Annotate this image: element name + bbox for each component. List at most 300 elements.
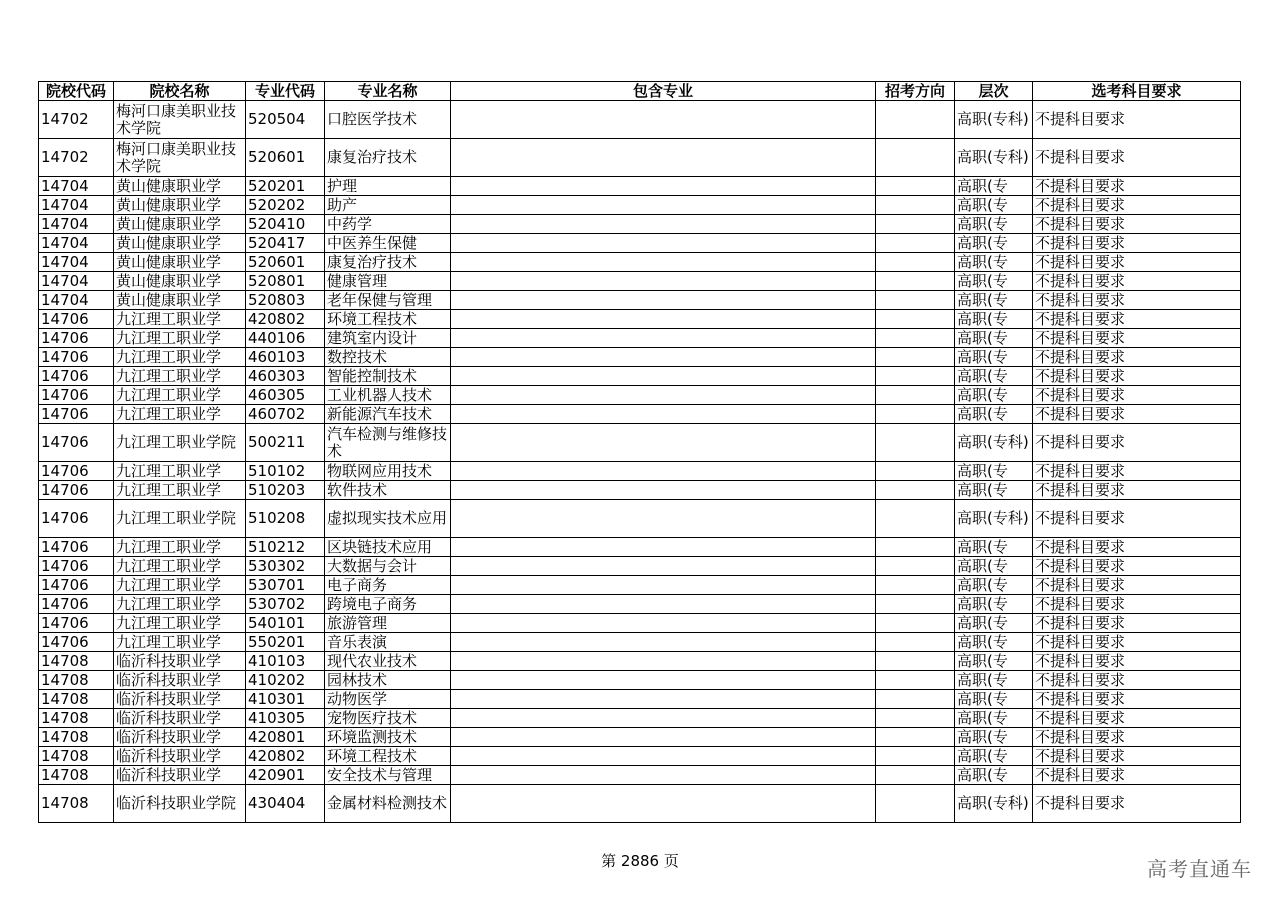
cell-major-name: 工业机器人技术 (325, 386, 451, 405)
cell-subject-requirement: 不提科目要求 (1033, 215, 1241, 234)
cell-level: 高职(专 (955, 709, 1033, 728)
cell-level: 高职(专 (955, 177, 1033, 196)
cell-subject-requirement: 不提科目要求 (1033, 633, 1241, 652)
cell-major-name: 新能源汽车技术 (325, 405, 451, 424)
cell-school-code: 14706 (39, 595, 114, 614)
cell-school-code: 14706 (39, 348, 114, 367)
cell-major-name: 虚拟现实技术应用 (325, 500, 451, 538)
cell-direction (876, 272, 955, 291)
cell-school-code: 14706 (39, 367, 114, 386)
cell-subject-requirement: 不提科目要求 (1033, 177, 1241, 196)
table-row (39, 481, 1241, 500)
table-row (39, 652, 1241, 671)
cell-subject-requirement: 不提科目要求 (1033, 614, 1241, 633)
cell-school-code: 14708 (39, 690, 114, 709)
admissions-table (38, 81, 1241, 823)
table-row (39, 766, 1241, 785)
cell-school-name: 九江理工职业学 (114, 386, 246, 405)
cell-school-code: 14708 (39, 709, 114, 728)
cell-included-majors (451, 196, 876, 215)
cell-level: 高职(专 (955, 196, 1033, 215)
cell-subject-requirement: 不提科目要求 (1033, 329, 1241, 348)
cell-major-name: 金属材料检测技术 (325, 785, 451, 823)
cell-major-code: 460305 (246, 386, 325, 405)
cell-school-name: 黄山健康职业学 (114, 196, 246, 215)
cell-direction (876, 291, 955, 310)
cell-level: 高职(专 (955, 291, 1033, 310)
cell-subject-requirement: 不提科目要求 (1033, 785, 1241, 823)
cell-included-majors (451, 462, 876, 481)
table-row (39, 348, 1241, 367)
cell-major-code: 520504 (246, 101, 325, 139)
cell-major-code: 550201 (246, 633, 325, 652)
cell-direction (876, 424, 955, 462)
table-row (39, 538, 1241, 557)
cell-major-code: 410305 (246, 709, 325, 728)
cell-major-code: 520202 (246, 196, 325, 215)
cell-major-name: 康复治疗技术 (325, 253, 451, 272)
cell-school-code: 14706 (39, 329, 114, 348)
cell-level: 高职(专 (955, 462, 1033, 481)
cell-major-name: 电子商务 (325, 576, 451, 595)
cell-school-name: 临沂科技职业学 (114, 690, 246, 709)
table-row (39, 614, 1241, 633)
cell-subject-requirement: 不提科目要求 (1033, 576, 1241, 595)
cell-school-name: 临沂科技职业学院 (114, 785, 246, 823)
cell-major-code: 430404 (246, 785, 325, 823)
cell-major-name: 护理 (325, 177, 451, 196)
table-row (39, 462, 1241, 481)
cell-level: 高职(专 (955, 633, 1033, 652)
cell-major-name: 康复治疗技术 (325, 139, 451, 177)
table-row (39, 291, 1241, 310)
cell-major-code: 530701 (246, 576, 325, 595)
header-included-majors: 包含专业 (451, 82, 876, 101)
table-row (39, 576, 1241, 595)
table-row (39, 101, 1241, 139)
cell-subject-requirement: 不提科目要求 (1033, 652, 1241, 671)
cell-included-majors (451, 424, 876, 462)
cell-major-name: 跨境电子商务 (325, 595, 451, 614)
cell-included-majors (451, 101, 876, 139)
cell-direction (876, 215, 955, 234)
cell-school-code: 14708 (39, 785, 114, 823)
cell-included-majors (451, 405, 876, 424)
cell-subject-requirement: 不提科目要求 (1033, 101, 1241, 139)
cell-major-name: 中药学 (325, 215, 451, 234)
cell-subject-requirement: 不提科目要求 (1033, 766, 1241, 785)
cell-level: 高职(专 (955, 538, 1033, 557)
cell-major-name: 建筑室内设计 (325, 329, 451, 348)
cell-school-code: 14706 (39, 538, 114, 557)
cell-level: 高职(专科) (955, 139, 1033, 177)
cell-level: 高职(专 (955, 405, 1033, 424)
cell-direction (876, 196, 955, 215)
cell-school-code: 14704 (39, 253, 114, 272)
cell-included-majors (451, 690, 876, 709)
cell-major-name: 软件技术 (325, 481, 451, 500)
cell-direction (876, 785, 955, 823)
cell-major-name: 数控技术 (325, 348, 451, 367)
cell-school-name: 临沂科技职业学 (114, 652, 246, 671)
cell-direction (876, 595, 955, 614)
cell-major-code: 530702 (246, 595, 325, 614)
cell-direction (876, 557, 955, 576)
cell-level: 高职(专科) (955, 500, 1033, 538)
cell-included-majors (451, 272, 876, 291)
table-row (39, 234, 1241, 253)
cell-subject-requirement: 不提科目要求 (1033, 481, 1241, 500)
cell-level: 高职(专 (955, 348, 1033, 367)
cell-subject-requirement: 不提科目要求 (1033, 253, 1241, 272)
cell-school-name: 临沂科技职业学 (114, 766, 246, 785)
cell-school-code: 14702 (39, 101, 114, 139)
cell-school-code: 14706 (39, 310, 114, 329)
cell-major-name: 大数据与会计 (325, 557, 451, 576)
cell-school-code: 14706 (39, 500, 114, 538)
cell-major-name: 区块链技术应用 (325, 538, 451, 557)
cell-direction (876, 538, 955, 557)
header-direction: 招考方向 (876, 82, 955, 101)
header-major-name: 专业名称 (325, 82, 451, 101)
cell-school-name: 九江理工职业学 (114, 633, 246, 652)
cell-level: 高职(专 (955, 671, 1033, 690)
cell-major-code: 440106 (246, 329, 325, 348)
cell-direction (876, 367, 955, 386)
cell-level: 高职(专科) (955, 101, 1033, 139)
cell-included-majors (451, 481, 876, 500)
cell-level: 高职(专 (955, 690, 1033, 709)
cell-level: 高职(专 (955, 329, 1033, 348)
cell-school-code: 14706 (39, 481, 114, 500)
cell-level: 高职(专 (955, 614, 1033, 633)
cell-included-majors (451, 348, 876, 367)
cell-major-code: 460103 (246, 348, 325, 367)
cell-level: 高职(专 (955, 234, 1033, 253)
cell-major-code: 520410 (246, 215, 325, 234)
cell-subject-requirement: 不提科目要求 (1033, 709, 1241, 728)
page-number: 第 2886 页 (601, 852, 679, 870)
cell-level: 高职(专 (955, 215, 1033, 234)
cell-school-code: 14704 (39, 234, 114, 253)
cell-included-majors (451, 709, 876, 728)
cell-school-code: 14706 (39, 576, 114, 595)
cell-school-code: 14704 (39, 177, 114, 196)
cell-school-name: 九江理工职业学 (114, 576, 246, 595)
cell-subject-requirement: 不提科目要求 (1033, 595, 1241, 614)
cell-school-name: 九江理工职业学 (114, 367, 246, 386)
cell-major-code: 510203 (246, 481, 325, 500)
cell-major-code: 520601 (246, 253, 325, 272)
cell-school-code: 14704 (39, 215, 114, 234)
cell-included-majors (451, 614, 876, 633)
cell-level: 高职(专 (955, 595, 1033, 614)
table-row (39, 310, 1241, 329)
cell-direction (876, 101, 955, 139)
cell-school-name: 梅河口康美职业技术学院 (114, 139, 246, 177)
cell-level: 高职(专 (955, 253, 1033, 272)
cell-school-code: 14706 (39, 386, 114, 405)
cell-school-code: 14708 (39, 652, 114, 671)
cell-level: 高职(专 (955, 766, 1033, 785)
cell-included-majors (451, 367, 876, 386)
cell-included-majors (451, 500, 876, 538)
cell-direction (876, 253, 955, 272)
cell-school-name: 临沂科技职业学 (114, 709, 246, 728)
cell-major-code: 520803 (246, 291, 325, 310)
cell-direction (876, 177, 955, 196)
cell-level: 高职(专 (955, 728, 1033, 747)
cell-subject-requirement: 不提科目要求 (1033, 348, 1241, 367)
cell-school-code: 14708 (39, 747, 114, 766)
cell-school-code: 14708 (39, 728, 114, 747)
cell-included-majors (451, 557, 876, 576)
cell-major-name: 健康管理 (325, 272, 451, 291)
cell-subject-requirement: 不提科目要求 (1033, 367, 1241, 386)
cell-subject-requirement: 不提科目要求 (1033, 671, 1241, 690)
cell-school-code: 14706 (39, 633, 114, 652)
table-row (39, 633, 1241, 652)
cell-included-majors (451, 576, 876, 595)
table-row (39, 177, 1241, 196)
cell-direction (876, 690, 955, 709)
cell-school-name: 临沂科技职业学 (114, 671, 246, 690)
header-level: 层次 (955, 82, 1033, 101)
cell-major-code: 520201 (246, 177, 325, 196)
cell-major-code: 510208 (246, 500, 325, 538)
cell-school-name: 九江理工职业学 (114, 310, 246, 329)
cell-major-code: 520801 (246, 272, 325, 291)
cell-major-name: 老年保健与管理 (325, 291, 451, 310)
cell-included-majors (451, 329, 876, 348)
cell-subject-requirement: 不提科目要求 (1033, 310, 1241, 329)
table-row (39, 196, 1241, 215)
cell-direction (876, 462, 955, 481)
cell-subject-requirement: 不提科目要求 (1033, 747, 1241, 766)
cell-subject-requirement: 不提科目要求 (1033, 500, 1241, 538)
cell-major-name: 宠物医疗技术 (325, 709, 451, 728)
cell-school-name: 九江理工职业学 (114, 595, 246, 614)
cell-school-name: 九江理工职业学 (114, 405, 246, 424)
cell-school-name: 临沂科技职业学 (114, 728, 246, 747)
cell-school-name: 黄山健康职业学 (114, 215, 246, 234)
cell-major-code: 540101 (246, 614, 325, 633)
cell-included-majors (451, 291, 876, 310)
cell-school-name: 黄山健康职业学 (114, 272, 246, 291)
cell-subject-requirement: 不提科目要求 (1033, 462, 1241, 481)
cell-included-majors (451, 728, 876, 747)
table-row (39, 709, 1241, 728)
cell-major-name: 园林技术 (325, 671, 451, 690)
cell-school-name: 黄山健康职业学 (114, 177, 246, 196)
cell-major-name: 环境监测技术 (325, 728, 451, 747)
cell-major-code: 420802 (246, 747, 325, 766)
cell-level: 高职(专科) (955, 424, 1033, 462)
cell-level: 高职(专 (955, 576, 1033, 595)
cell-major-code: 410103 (246, 652, 325, 671)
cell-direction (876, 671, 955, 690)
cell-major-code: 520601 (246, 139, 325, 177)
cell-direction (876, 633, 955, 652)
cell-direction (876, 481, 955, 500)
cell-level: 高职(专 (955, 367, 1033, 386)
cell-direction (876, 310, 955, 329)
cell-major-code: 460303 (246, 367, 325, 386)
cell-included-majors (451, 177, 876, 196)
cell-direction (876, 405, 955, 424)
cell-school-code: 14704 (39, 272, 114, 291)
cell-major-code: 420901 (246, 766, 325, 785)
cell-major-code: 420801 (246, 728, 325, 747)
cell-school-name: 九江理工职业学 (114, 557, 246, 576)
cell-included-majors (451, 766, 876, 785)
header-major-code: 专业代码 (246, 82, 325, 101)
cell-direction (876, 614, 955, 633)
cell-school-code: 14702 (39, 139, 114, 177)
table-row (39, 595, 1241, 614)
table-row (39, 785, 1241, 823)
cell-direction (876, 329, 955, 348)
cell-major-name: 音乐表演 (325, 633, 451, 652)
cell-major-name: 动物医学 (325, 690, 451, 709)
watermark: 高考直通车 (1147, 857, 1252, 881)
cell-level: 高职(专 (955, 652, 1033, 671)
cell-subject-requirement: 不提科目要求 (1033, 728, 1241, 747)
cell-major-code: 410301 (246, 690, 325, 709)
header-school-name: 院校名称 (114, 82, 246, 101)
table-row (39, 253, 1241, 272)
cell-school-name: 黄山健康职业学 (114, 253, 246, 272)
cell-direction (876, 709, 955, 728)
table-row (39, 386, 1241, 405)
cell-subject-requirement: 不提科目要求 (1033, 538, 1241, 557)
cell-included-majors (451, 310, 876, 329)
table-row (39, 747, 1241, 766)
table-row (39, 728, 1241, 747)
cell-major-code: 520417 (246, 234, 325, 253)
cell-subject-requirement: 不提科目要求 (1033, 291, 1241, 310)
cell-school-code: 14706 (39, 614, 114, 633)
cell-included-majors (451, 652, 876, 671)
cell-school-name: 黄山健康职业学 (114, 291, 246, 310)
cell-direction (876, 234, 955, 253)
cell-direction (876, 386, 955, 405)
cell-school-name: 九江理工职业学 (114, 481, 246, 500)
cell-level: 高职(专 (955, 272, 1033, 291)
cell-subject-requirement: 不提科目要求 (1033, 272, 1241, 291)
cell-school-code: 14706 (39, 462, 114, 481)
cell-included-majors (451, 671, 876, 690)
cell-direction (876, 348, 955, 367)
cell-level: 高职(专 (955, 481, 1033, 500)
cell-major-code: 460702 (246, 405, 325, 424)
table-body (39, 101, 1241, 823)
cell-subject-requirement: 不提科目要求 (1033, 690, 1241, 709)
cell-level: 高职(专 (955, 557, 1033, 576)
cell-direction (876, 728, 955, 747)
cell-major-name: 环境工程技术 (325, 310, 451, 329)
cell-direction (876, 747, 955, 766)
cell-included-majors (451, 747, 876, 766)
table-row (39, 329, 1241, 348)
table-row (39, 424, 1241, 462)
cell-major-name: 环境工程技术 (325, 747, 451, 766)
cell-school-name: 九江理工职业学 (114, 329, 246, 348)
cell-major-code: 530302 (246, 557, 325, 576)
cell-direction (876, 500, 955, 538)
cell-major-name: 安全技术与管理 (325, 766, 451, 785)
cell-level: 高职(专 (955, 386, 1033, 405)
cell-subject-requirement: 不提科目要求 (1033, 196, 1241, 215)
cell-school-name: 九江理工职业学 (114, 614, 246, 633)
cell-major-name: 口腔医学技术 (325, 101, 451, 139)
cell-school-code: 14708 (39, 766, 114, 785)
cell-included-majors (451, 215, 876, 234)
cell-major-code: 420802 (246, 310, 325, 329)
cell-level: 高职(专 (955, 747, 1033, 766)
table-row (39, 272, 1241, 291)
cell-included-majors (451, 538, 876, 557)
cell-school-code: 14704 (39, 291, 114, 310)
cell-school-name: 九江理工职业学院 (114, 424, 246, 462)
table-row (39, 367, 1241, 386)
cell-direction (876, 576, 955, 595)
cell-major-code: 510212 (246, 538, 325, 557)
cell-major-name: 中医养生保健 (325, 234, 451, 253)
cell-school-name: 临沂科技职业学 (114, 747, 246, 766)
table-row (39, 671, 1241, 690)
cell-included-majors (451, 253, 876, 272)
cell-direction (876, 139, 955, 177)
cell-included-majors (451, 386, 876, 405)
cell-major-code: 500211 (246, 424, 325, 462)
cell-major-name: 汽车检测与维修技术 (325, 424, 451, 462)
cell-direction (876, 652, 955, 671)
cell-school-code: 14706 (39, 424, 114, 462)
cell-school-name: 黄山健康职业学 (114, 234, 246, 253)
header-subject-requirement: 选考科目要求 (1033, 82, 1241, 101)
table-row (39, 215, 1241, 234)
cell-school-name: 九江理工职业学 (114, 538, 246, 557)
cell-major-name: 智能控制技术 (325, 367, 451, 386)
header-school-code: 院校代码 (39, 82, 114, 101)
cell-school-code: 14704 (39, 196, 114, 215)
table-row (39, 557, 1241, 576)
cell-included-majors (451, 139, 876, 177)
cell-included-majors (451, 595, 876, 614)
cell-major-name: 现代农业技术 (325, 652, 451, 671)
cell-subject-requirement: 不提科目要求 (1033, 557, 1241, 576)
cell-subject-requirement: 不提科目要求 (1033, 405, 1241, 424)
cell-included-majors (451, 633, 876, 652)
cell-included-majors (451, 785, 876, 823)
table-row (39, 500, 1241, 538)
table-row (39, 405, 1241, 424)
table-row (39, 690, 1241, 709)
cell-direction (876, 766, 955, 785)
cell-school-name: 九江理工职业学 (114, 348, 246, 367)
cell-school-code: 14706 (39, 405, 114, 424)
cell-level: 高职(专 (955, 310, 1033, 329)
cell-major-name: 旅游管理 (325, 614, 451, 633)
cell-level: 高职(专科) (955, 785, 1033, 823)
cell-major-code: 410202 (246, 671, 325, 690)
cell-school-code: 14706 (39, 557, 114, 576)
cell-school-code: 14708 (39, 671, 114, 690)
cell-major-name: 助产 (325, 196, 451, 215)
cell-subject-requirement: 不提科目要求 (1033, 234, 1241, 253)
table-row (39, 139, 1241, 177)
